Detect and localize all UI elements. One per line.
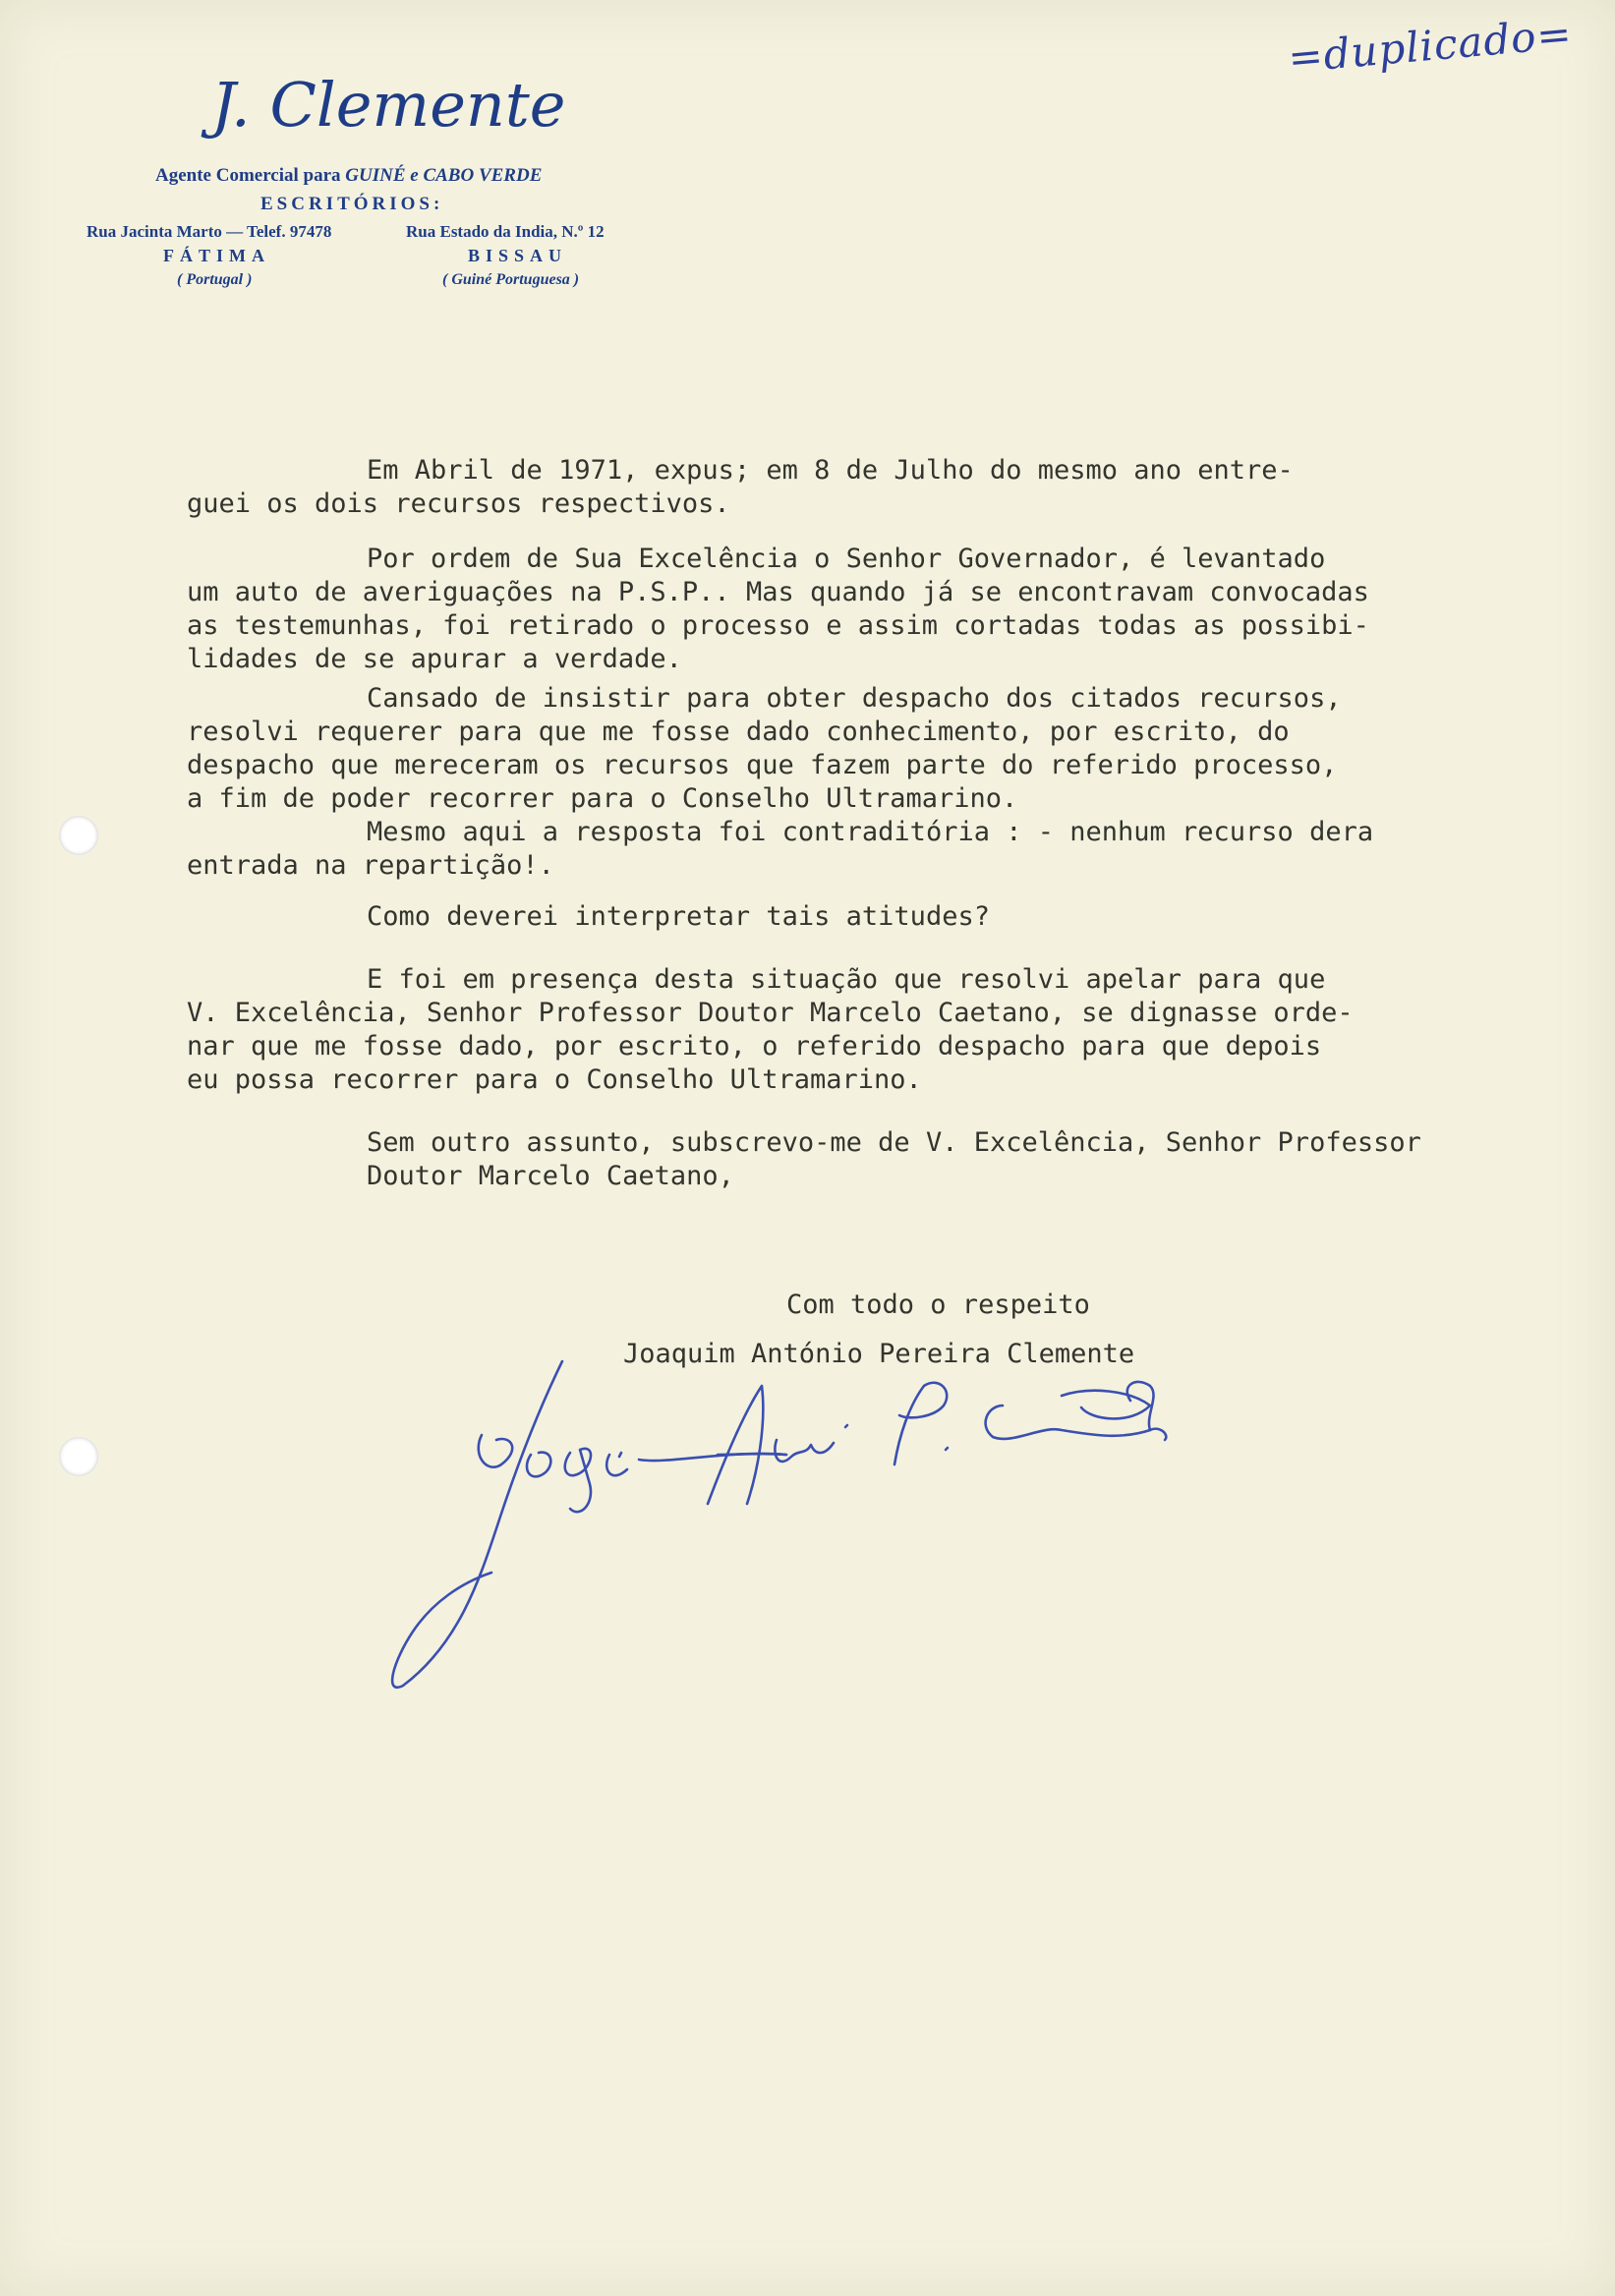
office-portugal-country: ( Portugal ) <box>177 271 253 288</box>
body-line: as testemunhas, foi retirado o processo e assim cortadas todas as possibi- <box>187 610 1369 641</box>
body-line: E foi em presença desta situação que resolvi apelar para que <box>367 964 1326 995</box>
body-line: nar que me fosse dado, por escrito, o referido despacho para que depois <box>187 1031 1322 1062</box>
office-portugal-city: FÁTIMA <box>163 246 270 265</box>
handwritten-signature <box>374 1347 1514 1700</box>
office-guine-address: Rua Estado da India, N.º 12 <box>406 222 605 241</box>
body-line: V. Excelência, Senhor Professor Doutor Marcelo Caetano, se dignasse orde- <box>187 998 1354 1028</box>
body-line: Doutor Marcelo Caetano, <box>367 1161 734 1191</box>
body-line: despacho que mereceram os recursos que fazem parte do referido processo, <box>187 750 1338 780</box>
punch-hole-bottom <box>59 1437 98 1476</box>
body-line: resolvi requerer para que me fosse dado conhecimento, por escrito, do <box>187 717 1290 747</box>
body-line: Como deverei interpretar tais atitudes? <box>367 901 990 932</box>
body-line: Mesmo aqui a resposta foi contraditória : - nenhum recurso dera <box>367 817 1374 847</box>
letterhead-offices-title: ESCRITÓRIOS: <box>260 194 444 214</box>
office-guine-country: ( Guiné Portuguesa ) <box>442 271 580 288</box>
agent-regions: GUINÉ e CABO VERDE <box>345 165 543 186</box>
body-line: Sem outro assunto, subscrevo-me de V. Excelência, Senhor Professor <box>367 1127 1421 1158</box>
body-line: Em Abril de 1971, expus; em 8 de Julho do mesmo ano entre- <box>367 455 1294 486</box>
agent-prefix: Agente Comercial para <box>155 165 346 186</box>
body-line: a fim de poder recorrer para o Conselho Ultramarino. <box>187 783 1018 814</box>
body-line: um auto de averiguações na P.S.P.. Mas quando já se encontravam convocadas <box>187 577 1369 607</box>
office-portugal-address: Rua Jacinta Marto — Telef. 97478 <box>87 222 332 241</box>
closing-name: Joaquim António Pereira Clemente <box>623 1339 1135 1369</box>
body-line: entrada na repartição!. <box>187 850 554 881</box>
closing-salutation: Com todo o respeito <box>786 1290 1090 1320</box>
body-line: guei os dois recursos respectivos. <box>187 488 730 519</box>
letterhead-agent-line <box>155 165 542 187</box>
body-line: Por ordem de Sua Excelência o Senhor Governador, é levantado <box>367 544 1326 574</box>
body-line: Cansado de insistir para obter despacho dos citados recursos, <box>367 683 1342 714</box>
punch-hole-top <box>59 816 98 855</box>
duplicado-annotation: =duplicado= <box>1286 9 1575 83</box>
body-line: lidades de se apurar a verdade. <box>187 644 682 674</box>
letterhead-brand: J. Clemente <box>211 69 566 141</box>
letter-body <box>187 454 1563 1193</box>
body-line: eu possa recorrer para o Conselho Ultramarino. <box>187 1064 922 1095</box>
office-guine-city: BISSAU <box>468 246 568 265</box>
